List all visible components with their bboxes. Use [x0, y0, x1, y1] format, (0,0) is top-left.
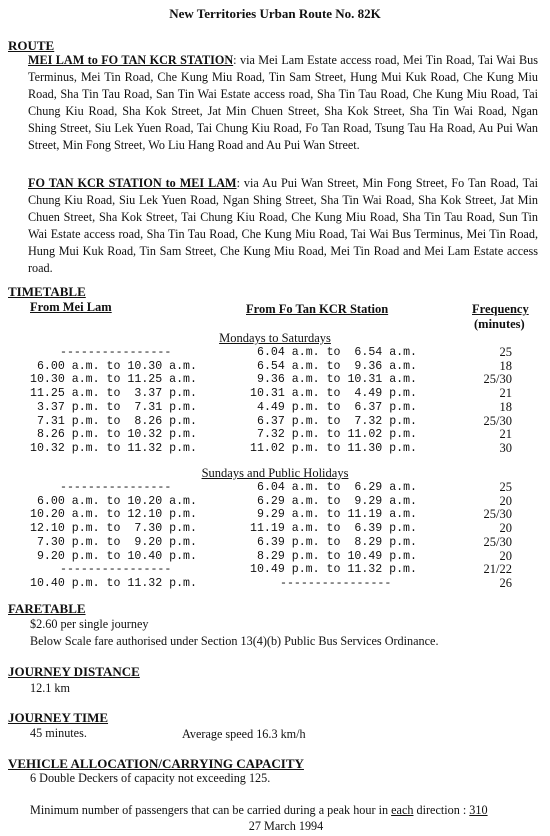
mei-lam-time: 10.40 p.m. to 11.32 p.m.: [30, 576, 197, 590]
fare-line-1: $2.60 per single journey: [30, 617, 149, 631]
mei-lam-time: ----------------: [60, 481, 172, 494]
mei-lam-time: 10.32 p.m. to 11.32 p.m.: [30, 441, 197, 455]
mei-lam-time: 10.30 a.m. to 11.25 a.m.: [30, 373, 197, 387]
col-from-fo-tan: From Fo Tan KCR Station: [246, 302, 389, 316]
frequency-value: 25/30: [483, 413, 512, 428]
mei-lam-time: 7.30 p.m. to 9.20 p.m.: [30, 535, 197, 549]
min-passengers-prefix: Minimum number of passengers that can be carried during a peak hour in: [30, 803, 392, 817]
route-heading: ROUTE: [8, 38, 55, 53]
col-frequency: Frequency: [472, 302, 529, 316]
distance-heading: JOURNEY DISTANCE: [8, 664, 140, 679]
col-from-mei-lam: From Mei Lam: [30, 300, 112, 314]
route-inbound-label: FO TAN KCR STATION to MEI LAM: [28, 176, 237, 190]
fo-tan-time: 11.02 p.m. to 11.30 p.m.: [250, 441, 417, 455]
mei-lam-time: 3.37 p.m. to 7.31 p.m.: [30, 400, 197, 414]
fo-tan-time: ----------------: [280, 576, 392, 590]
mei-lam-time: 6.00 a.m. to 10.20 a.m.: [30, 494, 197, 508]
fo-tan-time: 6.54 a.m. to 9.36 a.m.: [257, 359, 418, 373]
min-passengers-value: 310: [469, 803, 488, 817]
mei-lam-time: 11.25 a.m. to 3.37 p.m.: [30, 387, 197, 401]
document-date: 27 March 1994: [248, 819, 324, 833]
frequency-value: 25/30: [483, 372, 512, 387]
route-inbound: [28, 175, 538, 277]
fo-tan-time: 6.04 a.m. to 6.29 a.m.: [257, 481, 418, 494]
route-inbound-text: : via Au Pui Wan Street, Min Fong Street, Fo Tan Road, Tai Chung Kiu Road, Siu Lek Yuen Road, Ngan Shing Street, Sha Tin Wai Road, Sha Kok Street, Jat Min Chuen Street, Sha Kok Street, Tai Chung Kiu Road, Che Kung Miu Road, Sha Tin Tau Road, Sun Tin Wai Estate access road, Sha Tin Tau Road, Che Kung Miu Road, Tai Wai Bus Terminus, Mei Tin Road, Hung Mui Kuk Road, Tin Sam Street, Che Kung Miu Road, Mei Tin Road and Mei Lam Estate access road.: [28, 176, 539, 275]
min-passengers-line: [30, 802, 488, 819]
mei-lam-time: 9.20 p.m. to 10.40 p.m.: [30, 549, 197, 563]
timetable-heading: TIMETABLE: [8, 284, 86, 299]
mei-lam-time: 6.00 a.m. to 10.30 a.m.: [30, 359, 197, 373]
journey-time-value: 45 minutes.: [30, 726, 87, 740]
frequency-value: 25/30: [483, 534, 512, 549]
min-passengers-each: each: [391, 803, 414, 817]
frequency-value: 25: [499, 480, 512, 494]
average-speed: Average speed 16.3 km/h: [182, 727, 306, 741]
fo-tan-time: 7.32 p.m. to 11.02 p.m.: [257, 428, 418, 442]
mei-lam-time: 10.20 a.m. to 12.10 p.m.: [30, 508, 197, 522]
vehicle-value: 6 Double Deckers of capacity not exceeding 125.: [30, 771, 271, 785]
weekday-heading: Mondays to Saturdays: [219, 331, 331, 345]
holiday-heading: Sundays and Public Holidays: [201, 466, 349, 480]
frequency-value: 18: [499, 358, 512, 373]
fo-tan-time: 6.29 a.m. to 9.29 a.m.: [257, 494, 418, 508]
frequency-value: 21/22: [483, 562, 512, 577]
frequency-value: 20: [499, 493, 512, 508]
frequency-value: 21: [499, 386, 512, 401]
frequency-value: 30: [499, 440, 512, 455]
document-title: New Territories Urban Route No. 82K: [169, 6, 381, 21]
faretable-heading: FARETABLE: [8, 601, 86, 616]
frequency-value: 25/30: [483, 507, 512, 522]
route-outbound-label: MEI LAM to FO TAN KCR STATION: [28, 53, 234, 67]
frequency-value: 21: [499, 427, 512, 442]
fo-tan-time: 4.49 p.m. to 6.37 p.m.: [257, 400, 418, 414]
fo-tan-time: 8.29 p.m. to 10.49 p.m.: [257, 549, 418, 563]
mei-lam-time: ----------------: [60, 563, 172, 577]
fo-tan-time: 6.04 a.m. to 6.54 a.m.: [257, 346, 418, 359]
fo-tan-time: 11.19 a.m. to 6.39 p.m.: [250, 522, 417, 536]
frequency-value: 18: [499, 399, 512, 414]
route-outbound: [28, 52, 538, 154]
frequency-value: 20: [499, 548, 512, 563]
vehicle-heading: VEHICLE ALLOCATION/CARRYING CAPACITY: [8, 756, 304, 771]
distance-value: 12.1 km: [30, 681, 70, 695]
fo-tan-time: 10.31 a.m. to 4.49 p.m.: [250, 387, 417, 401]
mei-lam-time: ----------------: [60, 346, 172, 359]
route-outbound-text: : via Mei Lam Estate access road, Mei Tin Road, Tai Wai Bus Terminus, Mei Tin Road, Che Kung Miu Road, Tin Sam Street, Hung Mui Kuk Road, Che Kung Miu Road, Sha Tin Tau Road, San Tin Wai Estate access road, Sha Tin Tau Road, Che Kung Miu Road, Tai Chung Kiu Road, Sha Kok Street, Jat Min Chuen Street, Sha Kok Street, Sha Tin Wai Road, Ngan Shing Street, Siu Lek Yuen Road, Tai Chung Kiu Road, Fo Tan Road, Tsung Tau Ha Road, Au Pui Wan Street, Min Fong Street, Wo Liu Hang Road and Au Pui Wan Street.: [28, 53, 539, 152]
frequency-value: 25: [499, 345, 512, 359]
mei-lam-time: 8.26 p.m. to 10.32 p.m.: [30, 428, 197, 442]
mei-lam-time: 7.31 p.m. to 8.26 p.m.: [30, 414, 197, 428]
col-minutes: (minutes): [474, 317, 525, 331]
fo-tan-time: 9.29 a.m. to 11.19 a.m.: [257, 508, 418, 522]
min-passengers-suffix: direction :: [413, 803, 470, 817]
mei-lam-time: 12.10 p.m. to 7.30 p.m.: [30, 522, 197, 536]
fo-tan-time: 9.36 a.m. to 10.31 a.m.: [257, 373, 418, 387]
fo-tan-time: 6.39 p.m. to 8.29 p.m.: [257, 535, 418, 549]
journey-time-heading: JOURNEY TIME: [8, 710, 109, 725]
fo-tan-time: 10.49 p.m. to 11.32 p.m.: [250, 563, 417, 577]
frequency-value: 20: [499, 521, 512, 536]
frequency-value: 26: [499, 575, 512, 590]
fare-line-2: Below Scale fare authorised under Section 13(4)(b) Public Bus Services Ordinance.: [30, 634, 439, 648]
fo-tan-time: 6.37 p.m. to 7.32 p.m.: [257, 414, 418, 428]
